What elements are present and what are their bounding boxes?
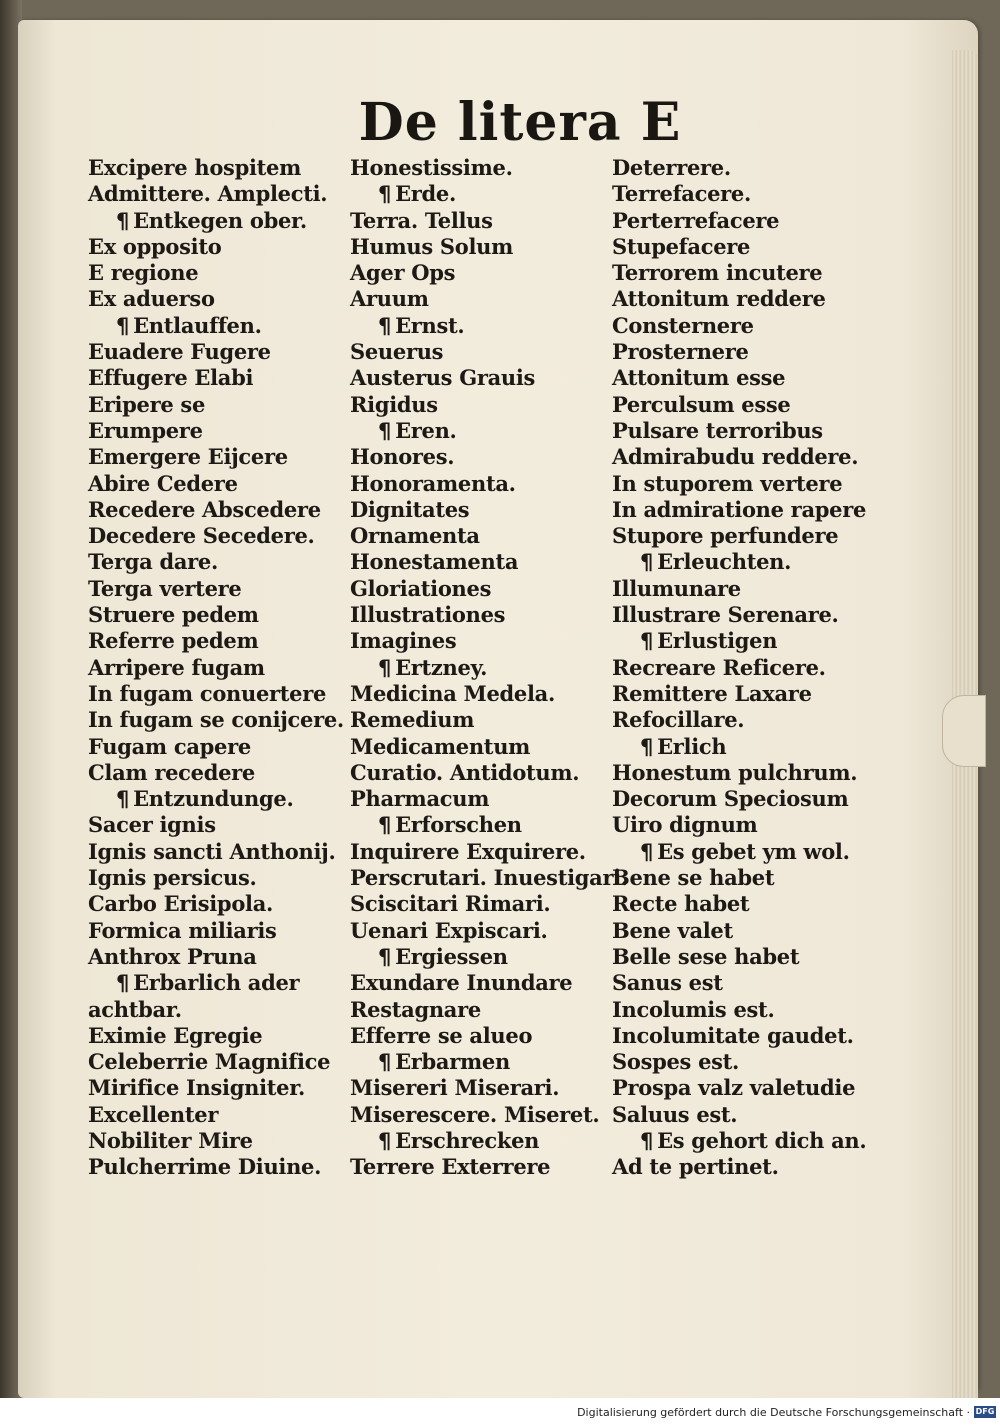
entry-text: Sacer ignis xyxy=(88,812,216,838)
dictionary-entry xyxy=(612,181,866,207)
entry-text: Erforschen xyxy=(395,812,522,838)
entry-text: Eripere se xyxy=(88,391,206,417)
dictionary-entry xyxy=(88,392,344,418)
dictionary-entry xyxy=(350,1075,628,1101)
section-heading xyxy=(350,812,628,838)
entry-text: Honestamenta xyxy=(350,549,519,575)
entry-text: Fugam capere xyxy=(88,733,251,759)
dictionary-entry xyxy=(350,286,628,312)
entry-text: Erde. xyxy=(395,181,456,207)
dictionary-entry xyxy=(88,891,344,917)
dictionary-entry xyxy=(88,260,344,286)
dictionary-entry xyxy=(612,918,866,944)
dictionary-entry xyxy=(88,234,344,260)
dictionary-entry xyxy=(350,865,628,891)
entry-text: Entlauffen. xyxy=(133,312,262,338)
dictionary-entry xyxy=(612,1049,866,1075)
section-heading xyxy=(88,786,344,812)
dictionary-entry xyxy=(612,786,866,812)
dictionary-entry xyxy=(350,260,628,286)
entry-text: Remittere Laxare xyxy=(612,680,812,706)
pilcrow-icon: ¶ xyxy=(378,1050,392,1075)
entry-text: Illustrationes xyxy=(350,602,506,628)
pilcrow-icon: ¶ xyxy=(378,182,392,207)
entry-text: Anthrox Pruna xyxy=(88,943,257,969)
entry-text: Ertzney. xyxy=(395,654,488,680)
entry-text: Recreare Reficere. xyxy=(612,654,826,680)
entry-text: Attonitum esse xyxy=(612,365,786,391)
dictionary-entry xyxy=(350,602,628,628)
dictionary-entry xyxy=(612,997,866,1023)
pilcrow-icon: ¶ xyxy=(640,734,654,759)
section-heading xyxy=(612,628,866,654)
entry-text: Eximie Egregie xyxy=(88,1022,263,1048)
dictionary-entry xyxy=(612,471,866,497)
dictionary-entry xyxy=(612,865,866,891)
section-heading xyxy=(612,734,866,760)
entry-text: Excellenter xyxy=(88,1101,219,1127)
entry-text: Incolumis est. xyxy=(612,996,775,1022)
column-2 xyxy=(350,155,628,1181)
entry-text: Sanus est xyxy=(612,970,723,996)
dictionary-entry xyxy=(350,234,628,260)
entry-text: Ad te pertinet. xyxy=(612,1154,779,1180)
entry-text: In fugam se conijcere. xyxy=(88,707,344,733)
dictionary-entry xyxy=(350,155,628,181)
pilcrow-icon: ¶ xyxy=(116,208,130,233)
entry-text: In admiratione rapere xyxy=(612,496,867,522)
entry-text: Pulsare terroribus xyxy=(612,417,823,443)
entry-text: Stupore perfundere xyxy=(612,523,839,549)
entry-text: E regione xyxy=(88,260,199,286)
dictionary-entry xyxy=(612,944,866,970)
entry-text: Eren. xyxy=(395,417,457,443)
section-heading xyxy=(88,970,344,996)
dictionary-entry xyxy=(612,760,866,786)
dictionary-entry xyxy=(88,865,344,891)
dictionary-entry xyxy=(350,786,628,812)
pilcrow-icon: ¶ xyxy=(640,1128,654,1153)
entry-text: Illustrare Serenare. xyxy=(612,602,839,628)
entry-text: Remedium xyxy=(350,707,475,733)
dictionary-entry xyxy=(88,418,344,444)
entry-text: Prospa valz valetudie xyxy=(612,1075,856,1101)
dictionary-entry xyxy=(350,760,628,786)
dictionary-entry xyxy=(88,944,344,970)
dictionary-entry xyxy=(612,286,866,312)
entry-text: Es gehort dich an. xyxy=(657,1127,867,1153)
dictionary-entry xyxy=(88,181,344,207)
dictionary-entry xyxy=(612,365,866,391)
dictionary-entry xyxy=(612,1023,866,1049)
column-1 xyxy=(88,155,344,1181)
dictionary-entry xyxy=(612,234,866,260)
entry-text: Perscrutari. Inuestigari. xyxy=(350,865,628,891)
entry-text: Ornamenta xyxy=(350,523,480,549)
dictionary-entry xyxy=(350,576,628,602)
section-heading xyxy=(350,313,628,339)
entry-text: Erlich xyxy=(657,733,727,759)
dictionary-entry xyxy=(350,997,628,1023)
dictionary-entry xyxy=(350,497,628,523)
entry-text: Consternere xyxy=(612,312,754,338)
entry-text: Referre pedem xyxy=(88,628,259,654)
dictionary-entry xyxy=(612,444,866,470)
entry-text: Curatio. Antidotum. xyxy=(350,759,580,785)
footer-credit: Digitalisierung gefördert durch die Deutsche Forschungsgemeinschaft · xyxy=(577,1406,970,1419)
entry-text: Uiro dignum xyxy=(612,812,758,838)
entry-text: Medicamentum xyxy=(350,733,531,759)
dictionary-entry xyxy=(88,497,344,523)
entry-text: Entzundunge. xyxy=(133,786,294,812)
entry-text: Abire Cedere xyxy=(88,470,238,496)
dictionary-entry xyxy=(88,628,344,654)
entry-text: Arripere fugam xyxy=(88,654,265,680)
entry-text: Erschrecken xyxy=(395,1127,540,1153)
entry-text: Decorum Speciosum xyxy=(612,786,849,812)
dictionary-entry xyxy=(612,891,866,917)
dictionary-entry xyxy=(88,155,344,181)
entry-text: Honoramenta. xyxy=(350,470,516,496)
dictionary-entry xyxy=(350,970,628,996)
entry-text: Decedere Secedere. xyxy=(88,523,315,549)
entry-text: Perterrefacere xyxy=(612,207,780,233)
entry-text: Stupefacere xyxy=(612,233,751,259)
entry-text: Recedere Abscedere xyxy=(88,496,321,522)
dictionary-entry xyxy=(88,918,344,944)
entry-text: Deterrere. xyxy=(612,155,731,180)
page-heading: De litera E xyxy=(358,92,682,153)
entry-text: Restagnare xyxy=(350,996,481,1022)
entry-text: Sciscitari Rimari. xyxy=(350,891,551,917)
dictionary-entry xyxy=(88,471,344,497)
entry-text: Struere pedem xyxy=(88,602,259,628)
dictionary-entry xyxy=(612,497,866,523)
dictionary-entry xyxy=(350,734,628,760)
dictionary-entry xyxy=(88,997,344,1023)
dictionary-entry xyxy=(612,1102,866,1128)
dictionary-entry xyxy=(88,760,344,786)
dictionary-entry xyxy=(88,812,344,838)
entry-text: Excipere hospitem xyxy=(88,155,302,180)
dictionary-entry xyxy=(612,155,866,181)
entry-text: Terga vertere xyxy=(88,575,242,601)
entry-text: Sospes est. xyxy=(612,1049,740,1075)
entry-text: Honores. xyxy=(350,444,455,470)
dictionary-entry xyxy=(88,1049,344,1075)
dictionary-entry xyxy=(612,1075,866,1101)
entry-text: Terrorem incutere xyxy=(612,260,823,286)
entry-text: Humus Solum xyxy=(350,233,514,259)
dfg-logo: DFG xyxy=(975,1407,995,1416)
entry-text: Inquirere Exquirere. xyxy=(350,838,586,864)
dictionary-entry xyxy=(612,602,866,628)
section-heading xyxy=(350,1128,628,1154)
entry-text: Ernst. xyxy=(395,312,465,338)
entry-text: Erlustigen xyxy=(657,628,778,654)
entry-text: In stuporem vertere xyxy=(612,470,843,496)
dictionary-entry xyxy=(350,1154,628,1180)
dictionary-entry xyxy=(612,260,866,286)
dictionary-entry xyxy=(612,418,866,444)
entry-text: Clam recedere xyxy=(88,759,255,785)
dictionary-entry xyxy=(350,681,628,707)
dictionary-entry xyxy=(350,444,628,470)
dictionary-entry xyxy=(88,1102,344,1128)
entry-text: Exundare Inundare xyxy=(350,970,573,996)
page-tab xyxy=(942,695,986,767)
section-heading xyxy=(350,944,628,970)
entry-text: Refocillare. xyxy=(612,707,745,733)
dictionary-entry xyxy=(88,549,344,575)
dictionary-entry xyxy=(612,681,866,707)
footer-bar xyxy=(0,1398,1000,1428)
entry-text: Aruum xyxy=(350,286,429,312)
dictionary-entry xyxy=(88,523,344,549)
section-heading xyxy=(350,655,628,681)
dictionary-entry xyxy=(88,839,344,865)
section-heading xyxy=(88,208,344,234)
pilcrow-icon: ¶ xyxy=(116,971,130,996)
entry-text: Ex aduerso xyxy=(88,286,215,312)
pilcrow-icon: ¶ xyxy=(640,629,654,654)
entry-text: Recte habet xyxy=(612,891,750,917)
entry-text: Bene se habet xyxy=(612,865,775,891)
column-3 xyxy=(612,155,866,1181)
pilcrow-icon: ¶ xyxy=(378,944,392,969)
dictionary-entry xyxy=(350,471,628,497)
dictionary-entry xyxy=(88,1023,344,1049)
pilcrow-icon: ¶ xyxy=(116,313,130,338)
entry-text: Imagines xyxy=(350,628,457,654)
pilcrow-icon: ¶ xyxy=(116,787,130,812)
dictionary-entry xyxy=(612,707,866,733)
dictionary-entry xyxy=(350,839,628,865)
entry-text: Entkegen ober. xyxy=(133,207,307,233)
dictionary-entry xyxy=(88,339,344,365)
entry-text: Ergiessen xyxy=(395,943,508,969)
entry-text: Seuerus xyxy=(350,339,444,365)
entry-text: Rigidus xyxy=(350,391,438,417)
dictionary-entry xyxy=(88,444,344,470)
entry-text: Bene valet xyxy=(612,917,733,943)
dictionary-entry xyxy=(612,655,866,681)
dictionary-entry xyxy=(88,286,344,312)
pilcrow-icon: ¶ xyxy=(640,839,654,864)
entry-text: Miserescere. Miseret. xyxy=(350,1101,600,1127)
entry-text: Belle sese habet xyxy=(612,943,800,969)
pilcrow-icon: ¶ xyxy=(378,813,392,838)
entry-text: Ignis sancti Anthonij. xyxy=(88,838,336,864)
dictionary-entry xyxy=(350,628,628,654)
entry-text: Misereri Miserari. xyxy=(350,1075,560,1101)
entry-text: Nobiliter Mire xyxy=(88,1127,253,1153)
entry-text: Es gebet ym wol. xyxy=(657,838,850,864)
entry-text: Erumpere xyxy=(88,417,203,443)
dictionary-entry xyxy=(612,339,866,365)
entry-text: Mirifice Insigniter. xyxy=(88,1075,306,1101)
dictionary-entry xyxy=(350,918,628,944)
dictionary-entry xyxy=(612,208,866,234)
dictionary-entry xyxy=(88,602,344,628)
dictionary-entry xyxy=(350,339,628,365)
dictionary-entry xyxy=(88,707,344,733)
entry-text: Dignitates xyxy=(350,496,470,522)
dictionary-entry xyxy=(88,365,344,391)
entry-text: Illumunare xyxy=(612,575,741,601)
entry-text: Formica miliaris xyxy=(88,917,277,943)
dictionary-entry xyxy=(88,655,344,681)
entry-text: Ex opposito xyxy=(88,233,222,259)
dictionary-entry xyxy=(612,313,866,339)
entry-text: In fugam conuertere xyxy=(88,680,327,706)
dictionary-entry xyxy=(612,523,866,549)
pilcrow-icon: ¶ xyxy=(378,418,392,443)
entry-text: Austerus Grauis xyxy=(350,365,536,391)
entry-text: Effugere Elabi xyxy=(88,365,254,391)
entry-text: Honestum pulchrum. xyxy=(612,759,858,785)
entry-text: Emergere Eijcere xyxy=(88,444,288,470)
dictionary-entry xyxy=(612,576,866,602)
dictionary-entry xyxy=(612,812,866,838)
entry-text: Celeberrie Magnifice xyxy=(88,1049,331,1075)
pilcrow-icon: ¶ xyxy=(378,313,392,338)
section-heading xyxy=(612,839,866,865)
entry-text: Pulcherrime Diuine. xyxy=(88,1154,322,1180)
entry-text: Attonitum reddere xyxy=(612,286,826,312)
dictionary-entry xyxy=(350,1102,628,1128)
entry-text: Carbo Erisipola. xyxy=(88,891,274,917)
dictionary-entry xyxy=(350,365,628,391)
entry-text: Admittere. Amplecti. xyxy=(88,181,328,207)
entry-text: Ager Ops xyxy=(350,260,456,286)
dictionary-entry xyxy=(88,681,344,707)
entry-text: Erleuchten. xyxy=(657,549,792,575)
pilcrow-icon: ¶ xyxy=(378,655,392,680)
entry-text: Gloriationes xyxy=(350,575,492,601)
section-heading xyxy=(350,418,628,444)
entry-text: Incolumitate gaudet. xyxy=(612,1022,854,1048)
pilcrow-icon: ¶ xyxy=(640,550,654,575)
dictionary-entry xyxy=(350,1023,628,1049)
dictionary-entry xyxy=(612,970,866,996)
entry-text: Medicina Medela. xyxy=(350,680,555,706)
entry-text: Efferre se alueo xyxy=(350,1022,533,1048)
dictionary-entry xyxy=(350,549,628,575)
dictionary-entry xyxy=(350,891,628,917)
dictionary-entry xyxy=(350,392,628,418)
entry-text: Erbarlich ader xyxy=(133,970,300,996)
pilcrow-icon: ¶ xyxy=(378,1128,392,1153)
dictionary-entry xyxy=(88,1154,344,1180)
section-heading xyxy=(88,313,344,339)
section-heading xyxy=(612,1128,866,1154)
dictionary-entry xyxy=(88,1128,344,1154)
entry-text: Terrefacere. xyxy=(612,181,751,207)
entry-text: Saluus est. xyxy=(612,1101,738,1127)
entry-text: achtbar. xyxy=(88,996,182,1022)
entry-text: Pharmacum xyxy=(350,786,490,812)
entry-text: Terga dare. xyxy=(88,549,218,575)
dictionary-entry xyxy=(612,392,866,418)
section-heading xyxy=(350,181,628,207)
entry-text: Euadere Fugere xyxy=(88,339,271,365)
entry-text: Perculsum esse xyxy=(612,391,791,417)
section-heading xyxy=(612,549,866,575)
entry-text: Prosternere xyxy=(612,339,749,365)
dictionary-entry xyxy=(88,576,344,602)
entry-text: Uenari Expiscari. xyxy=(350,917,548,943)
section-heading xyxy=(350,1049,628,1075)
entry-text: Terra. Tellus xyxy=(350,207,493,233)
entry-text: Erbarmen xyxy=(395,1049,510,1075)
dictionary-entry xyxy=(612,1154,866,1180)
dictionary-entry xyxy=(350,523,628,549)
entry-text: Admirabudu reddere. xyxy=(612,444,859,470)
dictionary-entry xyxy=(88,734,344,760)
entry-text: Ignis persicus. xyxy=(88,865,257,891)
entry-text: Terrere Exterrere xyxy=(350,1154,551,1180)
dictionary-entry xyxy=(350,208,628,234)
dictionary-entry xyxy=(350,707,628,733)
dictionary-entry xyxy=(88,1075,344,1101)
entry-text: Honestissime. xyxy=(350,155,513,180)
